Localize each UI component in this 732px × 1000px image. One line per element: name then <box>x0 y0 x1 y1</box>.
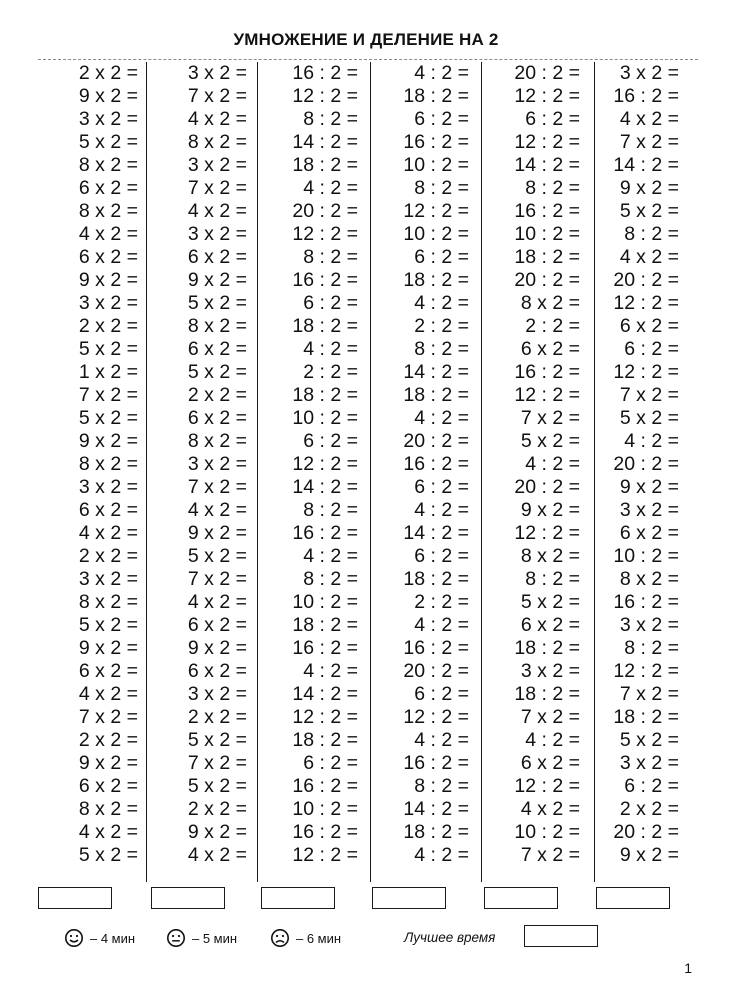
exercise-item: 6 : 2 = <box>624 338 679 360</box>
exercise-item: 4 x 2 = <box>619 246 679 268</box>
exercise-item: 14 : 2 = <box>514 154 580 176</box>
exercise-item: 16 : 2 = <box>613 591 679 613</box>
exercise-item: 10 : 2 = <box>403 223 469 245</box>
exercise-item: 12 : 2 = <box>292 844 358 866</box>
exercise-item: 2 x 2 = <box>619 798 679 820</box>
exercise-item: 4 : 2 = <box>624 430 679 452</box>
exercise-item: 5 x 2 = <box>520 591 580 613</box>
exercise-item: 8 : 2 = <box>303 499 358 521</box>
exercise-item: 4 x 2 = <box>187 108 247 130</box>
exercise-item: 8 x 2 = <box>78 591 138 613</box>
exercise-item: 14 : 2 = <box>292 131 358 153</box>
exercise-item: 2 x 2 = <box>78 315 138 337</box>
exercise-item: 7 x 2 = <box>78 384 138 406</box>
exercise-item: 20 : 2 = <box>514 62 580 84</box>
exercise-item: 4 x 2 = <box>187 591 247 613</box>
exercise-item: 14 : 2 = <box>403 798 469 820</box>
exercise-item: 12 : 2 = <box>292 85 358 107</box>
exercise-item: 6 x 2 = <box>187 246 247 268</box>
exercise-item: 6 x 2 = <box>187 660 247 682</box>
exercise-item: 4 : 2 = <box>414 614 469 636</box>
neutral-face-icon <box>166 928 186 948</box>
exercise-item: 3 x 2 = <box>619 62 679 84</box>
exercise-item: 8 : 2 = <box>525 568 580 590</box>
exercise-item: 18 : 2 = <box>292 315 358 337</box>
exercise-item: 8 x 2 = <box>187 430 247 452</box>
exercise-item: 10 : 2 = <box>403 154 469 176</box>
exercise-item: 10 : 2 = <box>292 591 358 613</box>
exercise-item: 2 x 2 = <box>78 729 138 751</box>
exercise-item: 16 : 2 = <box>292 269 358 291</box>
exercise-item: 16 : 2 = <box>514 361 580 383</box>
exercise-item: 16 : 2 = <box>292 62 358 84</box>
exercise-item: 6 : 2 = <box>414 476 469 498</box>
exercise-item: 2 : 2 = <box>414 591 469 613</box>
exercise-item: 10 : 2 = <box>514 821 580 843</box>
exercise-item: 8 x 2 = <box>520 545 580 567</box>
exercise-item: 4 : 2 = <box>414 499 469 521</box>
exercise-item: 4 x 2 = <box>187 499 247 521</box>
exercise-item: 16 : 2 = <box>292 775 358 797</box>
exercise-item: 4 x 2 = <box>78 223 138 245</box>
exercise-item: 9 x 2 = <box>520 499 580 521</box>
exercise-item: 12 : 2 = <box>514 85 580 107</box>
exercise-item: 1 x 2 = <box>78 361 138 383</box>
exercise-item: 5 x 2 = <box>78 614 138 636</box>
exercise-item: 18 : 2 = <box>292 384 358 406</box>
exercise-item: 18 : 2 = <box>403 269 469 291</box>
answer-boxes <box>0 887 732 911</box>
exercise-item: 18 : 2 = <box>292 154 358 176</box>
exercise-item: 2 : 2 = <box>525 315 580 337</box>
answer-box[interactable] <box>484 887 558 909</box>
exercise-item: 2 : 2 = <box>414 315 469 337</box>
exercise-item: 6 x 2 = <box>187 614 247 636</box>
exercise-item: 16 : 2 = <box>403 752 469 774</box>
exercise-item: 16 : 2 = <box>292 821 358 843</box>
exercise-item: 9 x 2 = <box>78 752 138 774</box>
legend-label: – 4 мин <box>90 930 136 946</box>
exercise-item: 8 x 2 = <box>78 798 138 820</box>
exercise-item: 9 x 2 = <box>619 177 679 199</box>
exercise-item: 20 : 2 = <box>514 269 580 291</box>
exercise-item: 8 x 2 = <box>78 200 138 222</box>
exercise-item: 4 x 2 = <box>78 522 138 544</box>
exercise-column <box>146 62 257 882</box>
exercise-item: 3 x 2 = <box>187 453 247 475</box>
exercise-item: 10 : 2 = <box>292 798 358 820</box>
answer-box[interactable] <box>151 887 225 909</box>
exercise-item: 4 : 2 = <box>414 62 469 84</box>
exercise-item: 18 : 2 = <box>514 683 580 705</box>
exercise-item: 6 x 2 = <box>78 775 138 797</box>
exercise-item: 7 x 2 = <box>520 706 580 728</box>
exercise-column <box>34 62 146 882</box>
exercise-item: 18 : 2 = <box>403 384 469 406</box>
exercise-item: 4 x 2 = <box>187 200 247 222</box>
exercise-item: 12 : 2 = <box>403 706 469 728</box>
exercise-item: 16 : 2 = <box>514 200 580 222</box>
exercise-item: 7 x 2 = <box>187 752 247 774</box>
exercise-item: 5 x 2 = <box>187 775 247 797</box>
exercise-item: 18 : 2 = <box>403 568 469 590</box>
legend-item-4min <box>64 925 135 951</box>
exercise-item: 6 x 2 = <box>520 338 580 360</box>
exercise-item: 3 x 2 = <box>187 154 247 176</box>
exercise-item: 16 : 2 = <box>403 131 469 153</box>
exercise-item: 5 x 2 = <box>619 729 679 751</box>
exercise-item: 14 : 2 = <box>292 683 358 705</box>
exercise-item: 20 : 2 = <box>613 269 679 291</box>
exercise-item: 6 x 2 = <box>187 338 247 360</box>
time-legend <box>0 925 732 951</box>
exercise-item: 7 x 2 = <box>520 844 580 866</box>
exercise-item: 3 x 2 = <box>78 108 138 130</box>
exercise-item: 2 : 2 = <box>303 361 358 383</box>
exercise-item: 8 x 2 = <box>187 131 247 153</box>
exercise-item: 12 : 2 = <box>514 131 580 153</box>
exercise-item: 4 x 2 = <box>520 798 580 820</box>
exercise-item: 16 : 2 = <box>613 85 679 107</box>
exercise-item: 4 x 2 = <box>619 108 679 130</box>
exercise-item: 20 : 2 = <box>403 430 469 452</box>
exercise-item: 18 : 2 = <box>613 706 679 728</box>
exercise-item: 2 x 2 = <box>187 798 247 820</box>
exercise-item: 5 x 2 = <box>187 292 247 314</box>
exercise-item: 6 : 2 = <box>414 246 469 268</box>
exercise-item: 8 x 2 = <box>78 453 138 475</box>
exercise-item: 8 : 2 = <box>624 223 679 245</box>
exercise-item: 3 x 2 = <box>78 292 138 314</box>
exercise-item: 18 : 2 = <box>292 614 358 636</box>
exercise-item: 6 : 2 = <box>303 430 358 452</box>
exercise-item: 4 : 2 = <box>303 545 358 567</box>
exercise-item: 4 x 2 = <box>187 844 247 866</box>
answer-box[interactable] <box>38 887 112 909</box>
exercise-item: 20 : 2 = <box>514 476 580 498</box>
exercise-column <box>481 62 594 882</box>
exercise-column <box>370 62 481 882</box>
exercise-item: 5 x 2 = <box>187 361 247 383</box>
exercise-item: 4 x 2 = <box>78 821 138 843</box>
exercise-item: 9 x 2 = <box>619 844 679 866</box>
exercise-item: 12 : 2 = <box>403 200 469 222</box>
answer-box[interactable] <box>372 887 446 909</box>
exercise-item: 6 : 2 = <box>303 292 358 314</box>
title-divider <box>38 59 698 60</box>
exercise-item: 6 : 2 = <box>414 683 469 705</box>
exercise-item: 9 x 2 = <box>78 430 138 452</box>
exercise-item: 20 : 2 = <box>292 200 358 222</box>
exercise-item: 5 x 2 = <box>187 729 247 751</box>
exercise-item: 6 : 2 = <box>624 775 679 797</box>
exercise-item: 6 : 2 = <box>303 752 358 774</box>
legend-item-5min <box>166 925 237 951</box>
exercise-item: 4 : 2 = <box>414 407 469 429</box>
exercise-item: 6 x 2 = <box>619 315 679 337</box>
exercise-item: 12 : 2 = <box>292 453 358 475</box>
exercise-item: 6 x 2 = <box>78 499 138 521</box>
exercise-item: 8 : 2 = <box>303 246 358 268</box>
exercise-item: 3 x 2 = <box>520 660 580 682</box>
exercise-item: 7 x 2 = <box>619 683 679 705</box>
exercise-item: 7 x 2 = <box>619 384 679 406</box>
exercise-item: 12 : 2 = <box>613 660 679 682</box>
exercise-item: 9 x 2 = <box>187 269 247 291</box>
page-number: 1 <box>684 960 692 976</box>
exercise-item: 8 : 2 = <box>624 637 679 659</box>
exercise-item: 16 : 2 = <box>403 453 469 475</box>
exercise-item: 5 x 2 = <box>619 200 679 222</box>
exercise-item: 3 x 2 = <box>187 62 247 84</box>
exercise-item: 4 : 2 = <box>414 292 469 314</box>
exercise-item: 10 : 2 = <box>292 407 358 429</box>
exercise-item: 2 x 2 = <box>187 384 247 406</box>
exercise-item: 3 x 2 = <box>187 683 247 705</box>
exercise-item: 12 : 2 = <box>514 384 580 406</box>
exercise-item: 12 : 2 = <box>613 361 679 383</box>
exercise-item: 7 x 2 = <box>187 177 247 199</box>
exercise-item: 2 x 2 = <box>78 62 138 84</box>
answer-box[interactable] <box>261 887 335 909</box>
exercise-column <box>594 62 689 882</box>
exercise-item: 12 : 2 = <box>292 706 358 728</box>
exercise-item: 9 x 2 = <box>78 637 138 659</box>
exercise-item: 7 x 2 = <box>520 407 580 429</box>
exercise-item: 5 x 2 = <box>187 545 247 567</box>
exercise-item: 2 x 2 = <box>187 706 247 728</box>
exercise-item: 4 : 2 = <box>414 844 469 866</box>
exercise-item: 20 : 2 = <box>403 660 469 682</box>
sad-face-icon <box>270 928 290 948</box>
exercise-item: 5 x 2 = <box>78 844 138 866</box>
exercise-item: 9 x 2 = <box>187 522 247 544</box>
exercise-item: 4 x 2 = <box>78 683 138 705</box>
exercise-item: 8 : 2 = <box>303 568 358 590</box>
exercise-item: 12 : 2 = <box>514 522 580 544</box>
exercise-item: 18 : 2 = <box>403 85 469 107</box>
exercise-item: 6 x 2 = <box>520 752 580 774</box>
exercise-item: 8 x 2 = <box>520 292 580 314</box>
exercise-item: 12 : 2 = <box>292 223 358 245</box>
exercise-item: 8 x 2 = <box>78 154 138 176</box>
exercise-item: 5 x 2 = <box>78 407 138 429</box>
exercise-item: 8 : 2 = <box>303 108 358 130</box>
exercise-item: 5 x 2 = <box>78 131 138 153</box>
exercise-item: 8 : 2 = <box>525 177 580 199</box>
exercise-item: 3 x 2 = <box>78 476 138 498</box>
exercise-item: 8 x 2 = <box>619 568 679 590</box>
exercise-item: 6 x 2 = <box>78 660 138 682</box>
exercise-item: 10 : 2 = <box>514 223 580 245</box>
answer-box[interactable] <box>596 887 670 909</box>
exercise-item: 7 x 2 = <box>619 131 679 153</box>
exercise-item: 7 x 2 = <box>187 85 247 107</box>
exercise-item: 6 : 2 = <box>414 545 469 567</box>
exercise-item: 14 : 2 = <box>403 361 469 383</box>
best-time-box[interactable] <box>524 925 598 947</box>
exercise-item: 4 : 2 = <box>303 338 358 360</box>
exercise-item: 9 x 2 = <box>187 637 247 659</box>
exercise-item: 6 : 2 = <box>414 108 469 130</box>
exercise-item: 7 x 2 = <box>187 476 247 498</box>
smile-face-icon <box>64 928 84 948</box>
exercise-item: 20 : 2 = <box>613 821 679 843</box>
exercise-item: 16 : 2 = <box>292 522 358 544</box>
exercise-item: 16 : 2 = <box>292 637 358 659</box>
exercise-item: 6 x 2 = <box>78 177 138 199</box>
exercise-item: 4 : 2 = <box>414 729 469 751</box>
exercise-item: 9 x 2 = <box>187 821 247 843</box>
exercise-item: 3 x 2 = <box>619 614 679 636</box>
exercise-item: 12 : 2 = <box>514 775 580 797</box>
exercise-item: 20 : 2 = <box>613 453 679 475</box>
exercise-item: 9 x 2 = <box>78 85 138 107</box>
legend-label: – 5 мин <box>192 930 238 946</box>
exercise-item: 6 x 2 = <box>520 614 580 636</box>
legend-item-6min <box>270 925 341 951</box>
exercise-grid <box>34 62 684 882</box>
exercise-item: 16 : 2 = <box>403 637 469 659</box>
exercise-item: 18 : 2 = <box>514 637 580 659</box>
exercise-item: 12 : 2 = <box>613 292 679 314</box>
exercise-item: 4 : 2 = <box>303 660 358 682</box>
exercise-item: 6 : 2 = <box>525 108 580 130</box>
exercise-item: 6 x 2 = <box>187 407 247 429</box>
exercise-item: 4 : 2 = <box>303 177 358 199</box>
exercise-item: 5 x 2 = <box>78 338 138 360</box>
exercise-item: 8 : 2 = <box>414 775 469 797</box>
best-time-label: Лучшее время <box>404 930 496 945</box>
exercise-item: 3 x 2 = <box>187 223 247 245</box>
exercise-item: 3 x 2 = <box>619 752 679 774</box>
exercise-item: 18 : 2 = <box>514 246 580 268</box>
exercise-item: 8 x 2 = <box>187 315 247 337</box>
exercise-item: 9 x 2 = <box>78 269 138 291</box>
legend-label: – 6 мин <box>296 930 342 946</box>
exercise-item: 7 x 2 = <box>78 706 138 728</box>
exercise-item: 8 : 2 = <box>414 338 469 360</box>
exercise-item: 6 x 2 = <box>78 246 138 268</box>
exercise-item: 9 x 2 = <box>619 476 679 498</box>
exercise-item: 18 : 2 = <box>403 821 469 843</box>
exercise-item: 10 : 2 = <box>613 545 679 567</box>
page-title: УМНОЖЕНИЕ И ДЕЛЕНИЕ НА 2 <box>233 30 499 49</box>
exercise-item: 4 : 2 = <box>525 453 580 475</box>
exercise-column <box>257 62 370 882</box>
exercise-item: 5 x 2 = <box>520 430 580 452</box>
exercise-item: 18 : 2 = <box>292 729 358 751</box>
exercise-item: 5 x 2 = <box>619 407 679 429</box>
exercise-item: 2 x 2 = <box>78 545 138 567</box>
exercise-item: 14 : 2 = <box>403 522 469 544</box>
exercise-item: 6 x 2 = <box>619 522 679 544</box>
exercise-item: 3 x 2 = <box>619 499 679 521</box>
exercise-item: 8 : 2 = <box>414 177 469 199</box>
exercise-item: 3 x 2 = <box>78 568 138 590</box>
exercise-item: 7 x 2 = <box>187 568 247 590</box>
exercise-item: 14 : 2 = <box>613 154 679 176</box>
exercise-item: 14 : 2 = <box>292 476 358 498</box>
exercise-item: 4 : 2 = <box>525 729 580 751</box>
